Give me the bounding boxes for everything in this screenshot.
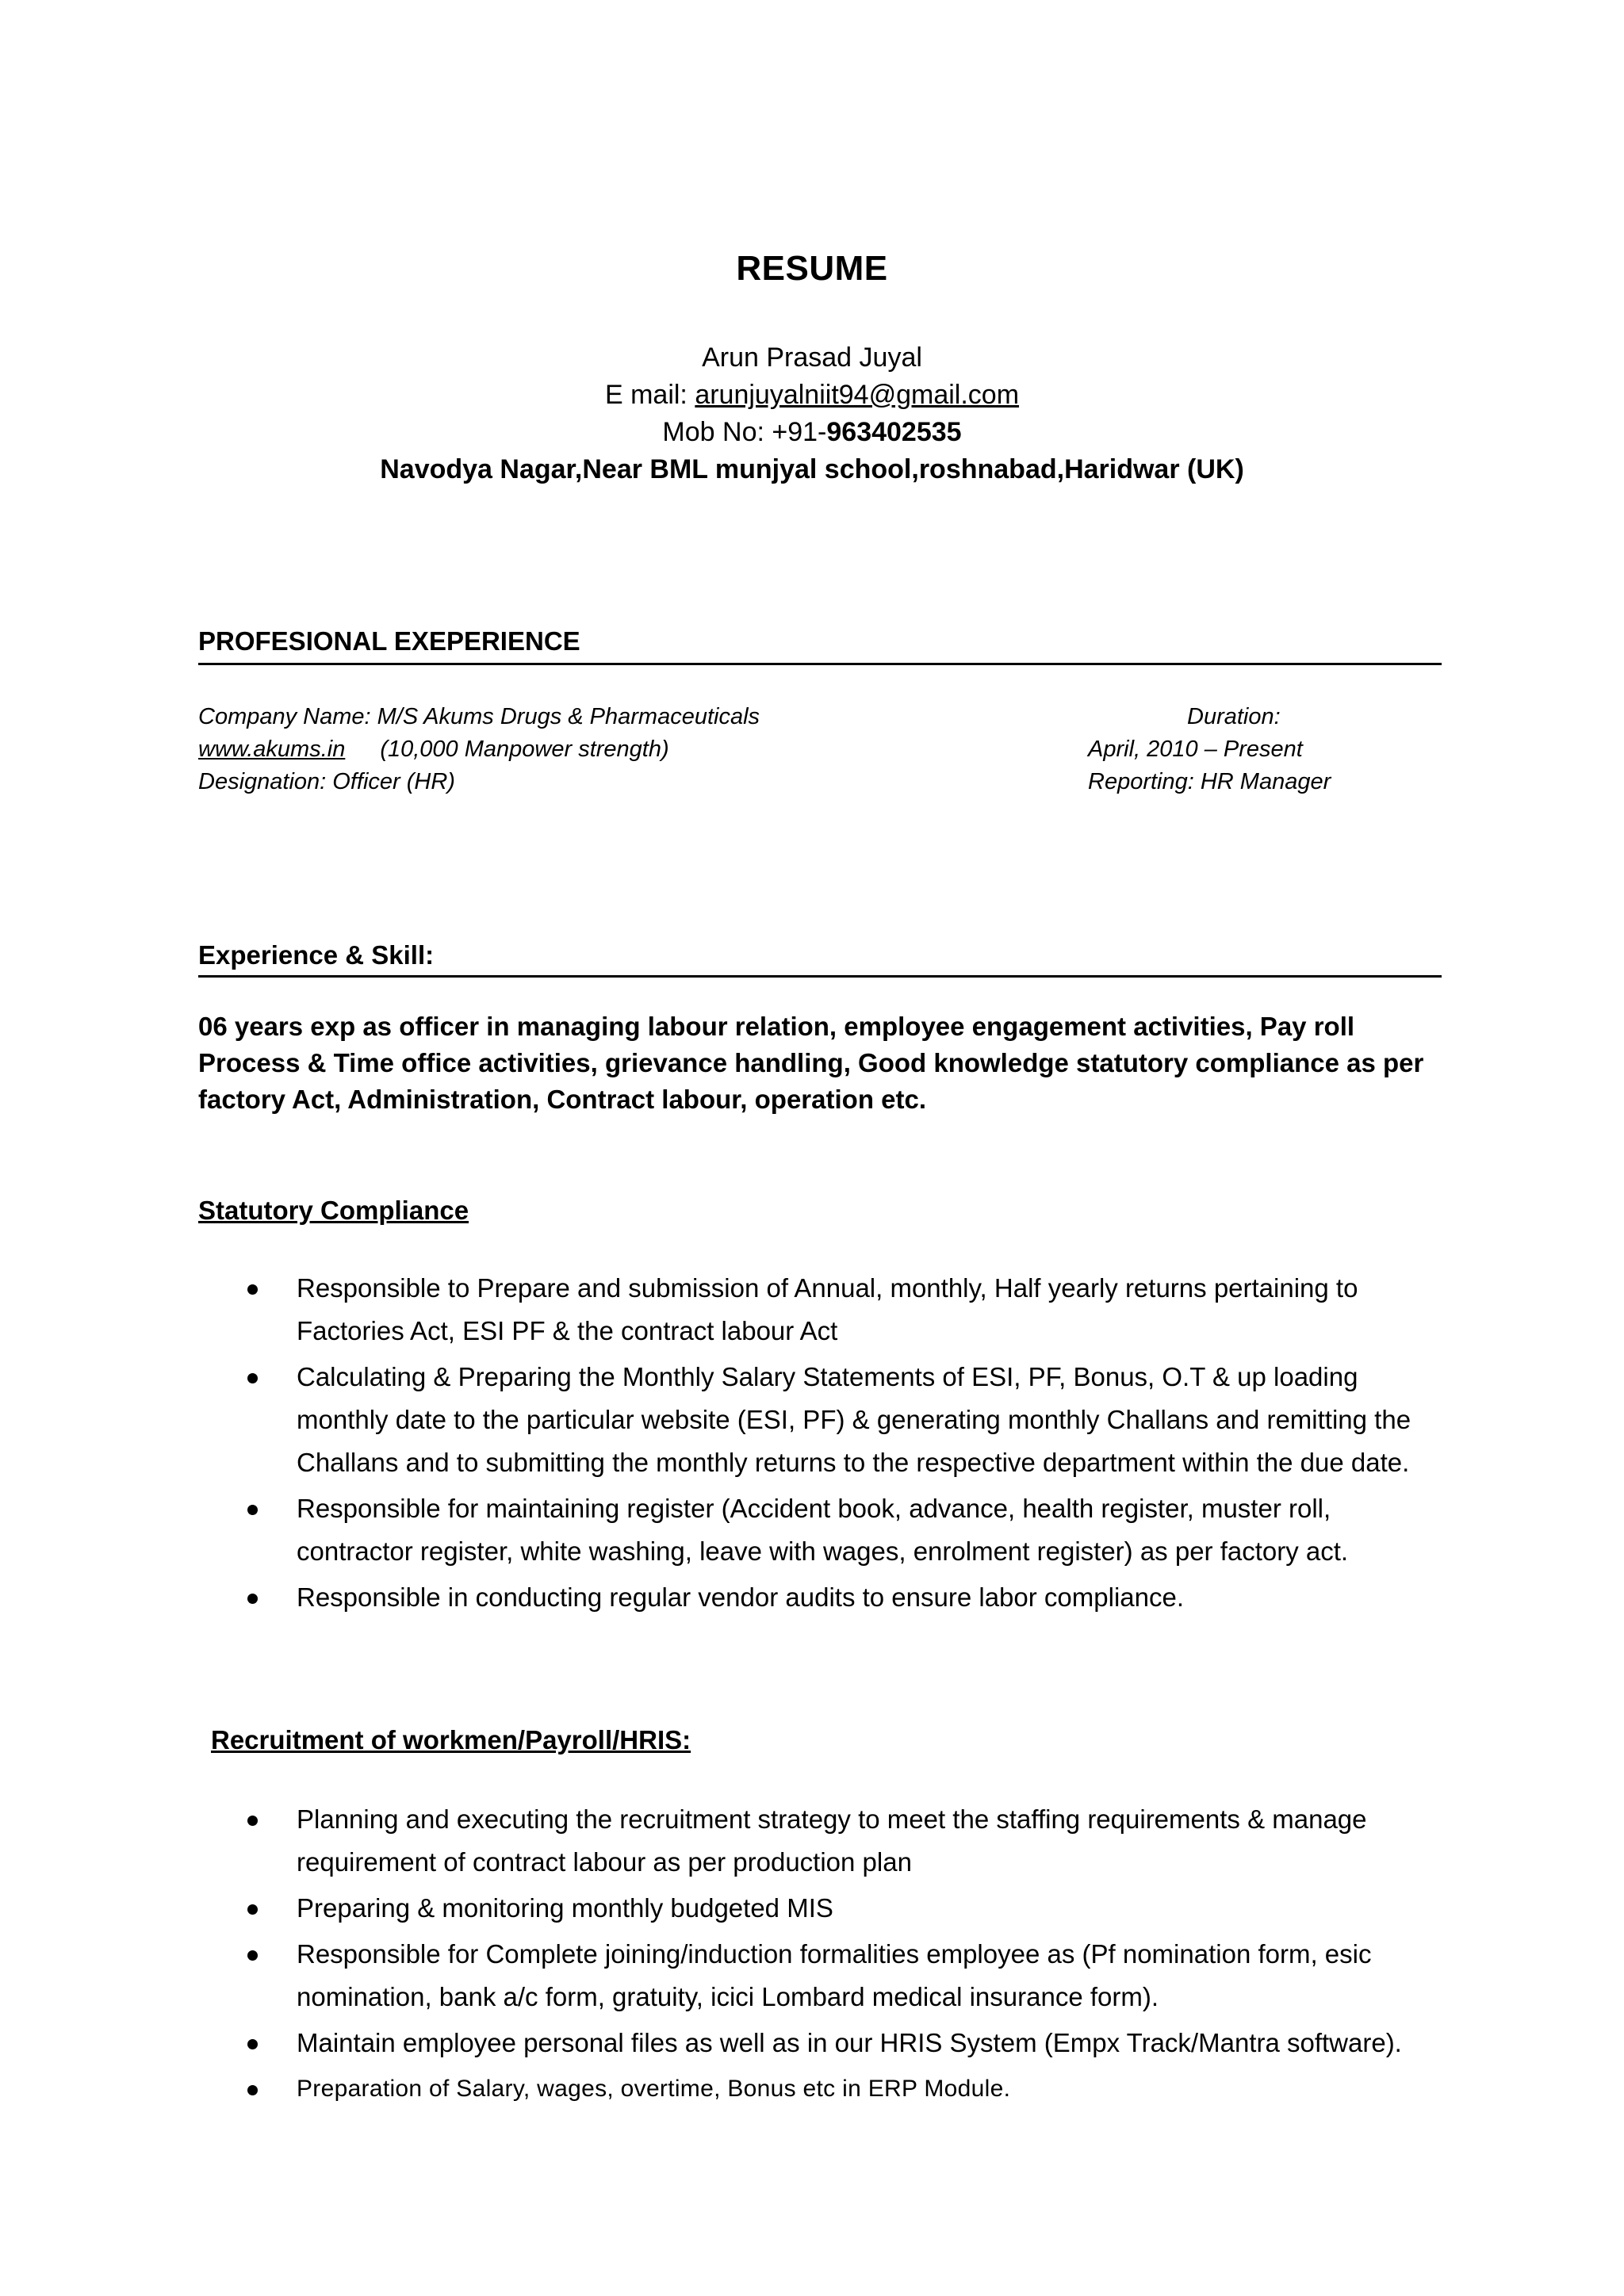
recruitment-heading: Recruitment of workmen/Payroll/HRIS: (211, 1725, 691, 1755)
company-website-row (198, 733, 669, 766)
company-name: Company Name: M/S Akums Drugs & Pharmaceuticals (198, 704, 760, 729)
email-line (0, 377, 1624, 414)
bullet-icon (247, 2085, 258, 2095)
mobile-label: Mob No: +91- (662, 417, 827, 447)
list-item (238, 1798, 1443, 1884)
list-item-text: Calculating & Preparing the Monthly Salary Statements of ESI, PF, Bonus, O.T & up loading monthly date to the particular website (ESI, PF) & generating monthly Challans and remitting the Challans and to submitting the monthly returns to the respective department within the due date. (297, 1362, 1411, 1477)
list-item-text: Responsible for maintaining register (Accident book, advance, health register, muster roll, contractor register, white washing, leave with wages, enrolment register) as per factory act. (297, 1494, 1349, 1566)
mobile-line (0, 414, 1624, 451)
resume-title: RESUME (736, 249, 888, 288)
bullet-icon (247, 1284, 258, 1295)
list-item (238, 1356, 1443, 1484)
mobile-number: 963402535 (826, 417, 962, 447)
experience-divider (198, 663, 1442, 665)
list-item-text: Planning and executing the recruitment strategy to meet the staffing requirements & manage requirement of contract labour as per production plan (297, 1804, 1367, 1877)
duration-value: April, 2010 – Present (1088, 737, 1303, 762)
address: Navodya Nagar,Near BML munjyal school,roshnabad,Haridwar (UK) (380, 454, 1244, 484)
list-item (238, 2068, 1443, 2110)
company-website-link[interactable]: www.akums.in (198, 737, 346, 762)
list-item-text: Responsible to Prepare and submission of Annual, monthly, Half yearly returns pertaining to Factories Act, ESI PF & the contract labour Act (297, 1273, 1358, 1345)
reporting: Reporting: HR Manager (1088, 769, 1331, 794)
company-details (198, 701, 1442, 798)
experience-heading: PROFESIONAL EXEPERIENCE (198, 626, 580, 656)
list-item-text: Preparing & monitoring monthly budgeted MIS (297, 1893, 833, 1923)
skill-heading: Experience & Skill: (198, 940, 435, 970)
manpower-strength: (10,000 Manpower strength) (380, 737, 669, 762)
designation: Designation: Officer (HR) (198, 769, 455, 794)
list-item (238, 1487, 1443, 1573)
skill-divider (198, 975, 1442, 978)
bullet-icon (247, 2039, 258, 2049)
statutory-list (238, 1267, 1443, 1619)
recruitment-list (238, 1798, 1443, 2110)
list-item-text: Responsible in conducting regular vendor audits to ensure labor compliance. (297, 1582, 1185, 1612)
list-item-text: Preparation of Salary, wages, overtime, Bonus etc in ERP Module. (297, 2076, 1011, 2102)
list-item (238, 1933, 1443, 2019)
list-item-text: Responsible for Complete joining/induction formalities employee as (Pf nomination form, esic nomination, bank a/c form, gratuity, icici Lombard medical insurance form). (297, 1939, 1372, 2011)
duration-label: Duration: (1187, 704, 1281, 729)
email-label: E mail: (604, 380, 695, 410)
bullet-icon (247, 1373, 258, 1383)
bullet-icon (247, 1950, 258, 1961)
email-link[interactable]: arunjuyalniit94@gmail.com (695, 380, 1020, 410)
list-item (238, 1576, 1443, 1619)
candidate-name: Arun Prasad Juyal (702, 342, 922, 373)
list-item (238, 1267, 1443, 1353)
statutory-heading: Statutory Compliance (198, 1196, 469, 1225)
list-item (238, 1887, 1443, 1930)
skill-summary: 06 years exp as officer in managing labour relation, employee engagement activities, Pay roll Process & Time office activities, grievance handling, Good knowledge statutory compliance as per factory Act, Administration, Contract labour, operation etc. (198, 1012, 1424, 1114)
list-item (238, 2022, 1443, 2064)
contact-block (0, 339, 1624, 488)
bullet-icon (247, 1505, 258, 1515)
list-item-text: Maintain employee personal files as well as in our HRIS System (Empx Track/Mantra software). (297, 2028, 1402, 2057)
bullet-icon (247, 1904, 258, 1915)
bullet-icon (247, 1816, 258, 1826)
bullet-icon (247, 1594, 258, 1604)
